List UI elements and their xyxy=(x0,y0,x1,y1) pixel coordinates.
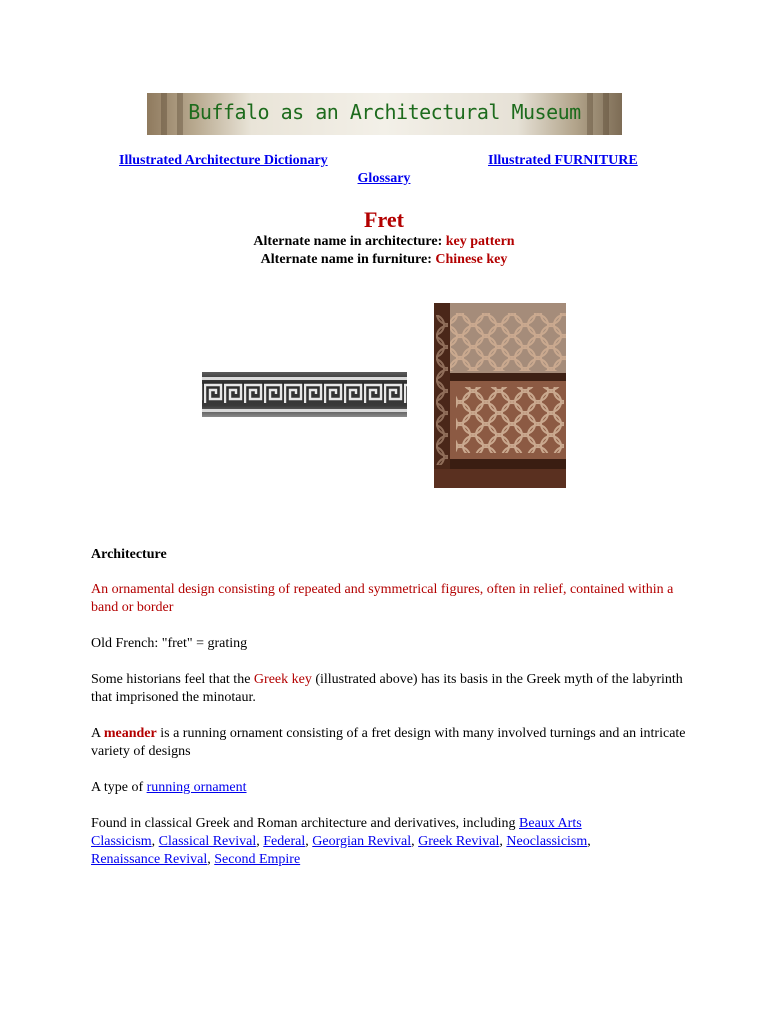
etymology-text: Old French: "fret" = grating xyxy=(91,636,248,651)
banner-title: Buffalo as an Architectural Museum xyxy=(188,100,581,124)
section-heading: Architecture xyxy=(91,547,167,562)
list-separator: , xyxy=(305,834,313,849)
link-renaissance-revival[interactable]: Renaissance Revival xyxy=(91,852,208,867)
page-title: Fret xyxy=(364,207,404,232)
definition-text: An ornamental design consisting of repeated and symmetrical figures, often in relief, contained within a band or border xyxy=(91,582,674,615)
nav-link-architecture-dictionary[interactable]: Illustrated Architecture Dictionary xyxy=(119,153,328,168)
paragraph-text: A xyxy=(91,726,104,741)
list-separator: , xyxy=(207,852,215,867)
link-greek-revival[interactable]: Greek Revival xyxy=(418,834,500,849)
link-federal[interactable]: Federal xyxy=(263,834,306,849)
link-second-empire[interactable]: Second Empire xyxy=(214,852,301,867)
link-running-ornament[interactable]: running ornament xyxy=(146,780,247,795)
alternate-label: Alternate name in furniture: xyxy=(260,252,432,267)
greek-key-term: Greek key xyxy=(253,672,312,687)
alternate-name-architecture xyxy=(0,234,768,250)
link-neoclassicism[interactable]: Neoclassicism xyxy=(506,834,588,849)
paragraph-text: is a running ornament consisting of a fret design with many involved turnings and an intricate variety of designs xyxy=(91,726,686,759)
link-classical-revival[interactable]: Classical Revival xyxy=(158,834,257,849)
link-beaux-arts-classicism[interactable]: Beaux Arts Classicism xyxy=(91,816,582,849)
alternate-name-furniture xyxy=(0,252,768,268)
nav-glossary-row xyxy=(0,171,768,187)
paragraph-text: Some historians feel that the xyxy=(91,672,254,687)
list-separator: , xyxy=(411,834,419,849)
list-separator: , xyxy=(587,834,591,849)
site-banner xyxy=(147,93,622,135)
paragraph-text: Found in classical Greek and Roman architecture and derivatives, including xyxy=(91,816,520,831)
alternate-label: Alternate name in architecture: xyxy=(253,234,443,249)
alternate-value: key pattern xyxy=(445,234,515,249)
list-separator: , xyxy=(151,834,159,849)
link-georgian-revival[interactable]: Georgian Revival xyxy=(312,834,412,849)
meander-term: meander xyxy=(103,726,157,741)
list-separator: , xyxy=(499,834,507,849)
furniture-fret-image xyxy=(434,303,566,488)
list-separator: , xyxy=(256,834,264,849)
nav-link-furniture[interactable]: Illustrated FURNITURE xyxy=(488,153,638,168)
alternate-value: Chinese key xyxy=(435,252,508,267)
found-in-paragraph xyxy=(91,815,641,869)
paragraph-text: A type of xyxy=(91,780,147,795)
type-of-paragraph xyxy=(91,779,691,797)
meander-paragraph xyxy=(91,725,691,761)
greek-key-paragraph xyxy=(91,671,691,707)
greek-key-image xyxy=(202,372,407,417)
paragraph-text: (illustrated above) has its basis in the Greek myth of the labyrinth that imprisoned the minotaur. xyxy=(91,672,683,705)
nav-link-glossary[interactable]: Glossary xyxy=(357,171,411,186)
